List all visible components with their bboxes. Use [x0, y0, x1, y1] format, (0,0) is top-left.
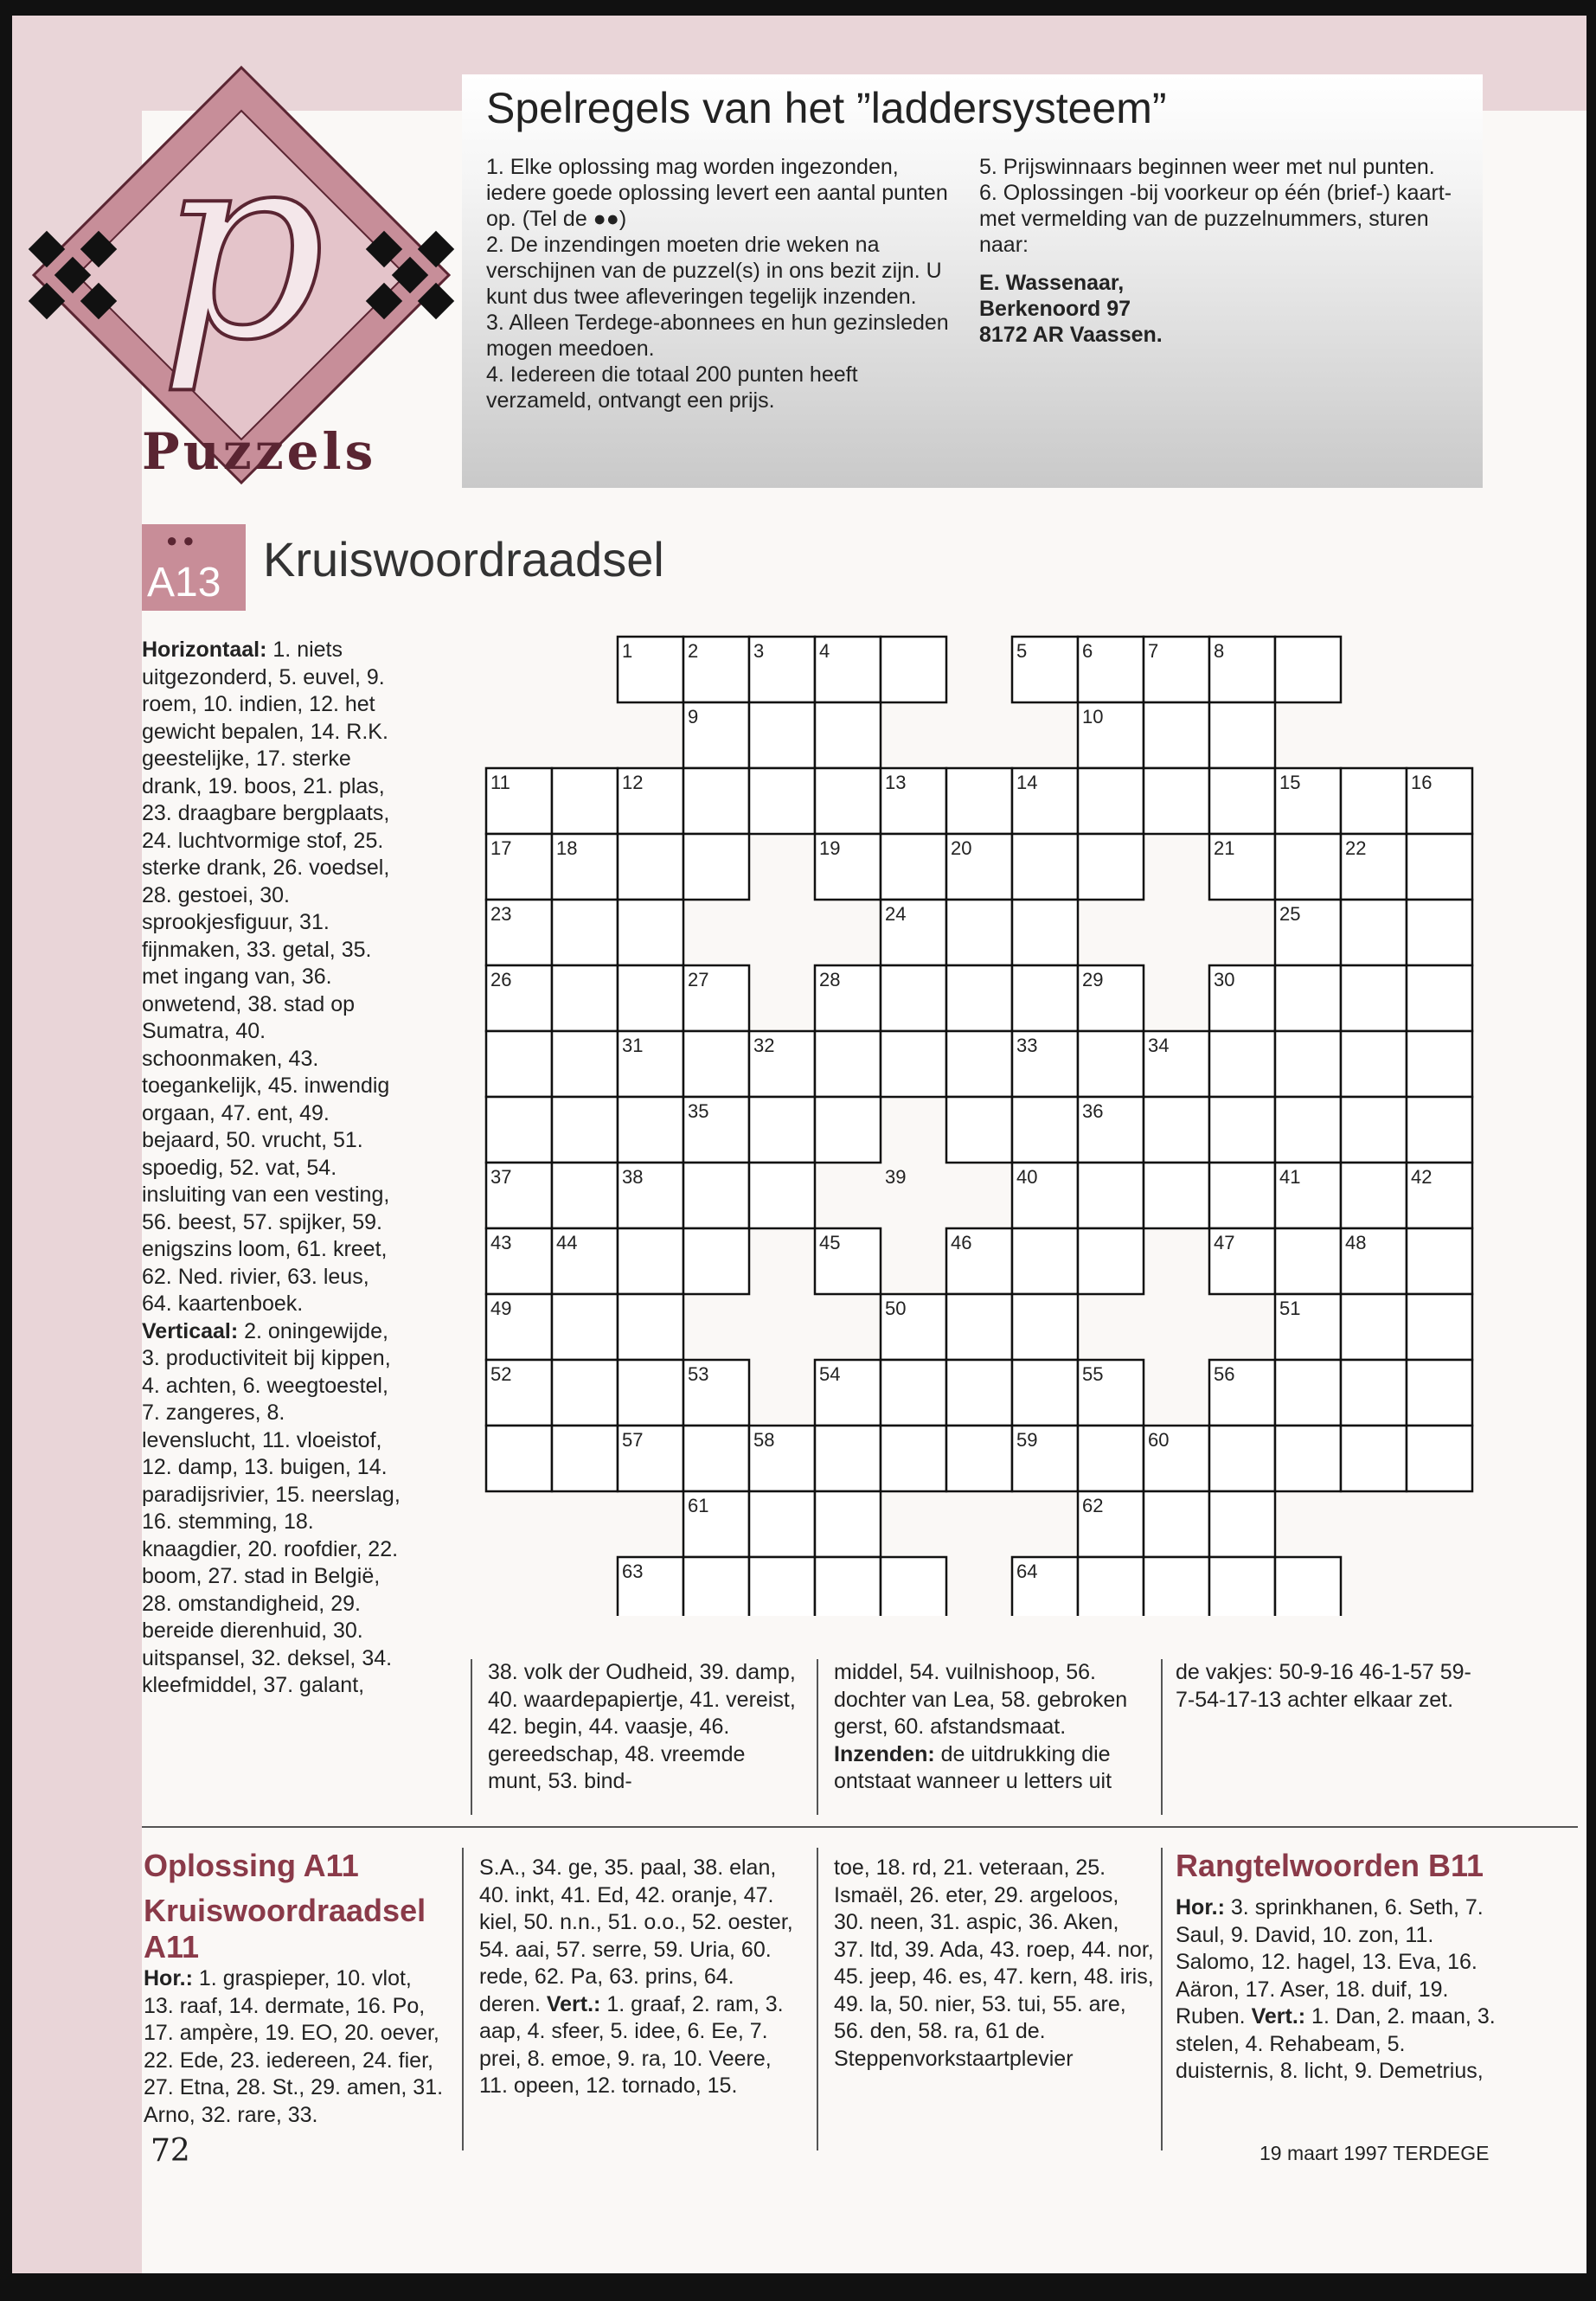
cell-number: 29	[1082, 969, 1104, 990]
cell-number: 1	[622, 640, 633, 662]
rule-5: 5. Prijswinnaars beginnen weer met nul punten.	[979, 155, 1435, 179]
cell-number: 2	[688, 640, 699, 662]
grid-cell[interactable]	[881, 1426, 946, 1491]
grid-cell[interactable]	[683, 1557, 749, 1616]
grid-cell[interactable]	[552, 965, 618, 1031]
cell-number: 32	[753, 1035, 775, 1056]
solutions-column-3	[834, 1855, 1154, 2073]
cell-number: 14	[1016, 772, 1038, 793]
grid-cell[interactable]	[1012, 965, 1078, 1031]
grid-cell[interactable]	[618, 1294, 683, 1360]
solutions-column-2	[479, 1855, 799, 2100]
puzzle-badge	[142, 524, 246, 611]
grid-cell[interactable]	[1209, 1557, 1275, 1616]
cell-number: 8	[1214, 640, 1225, 662]
grid-cell[interactable]	[1144, 1491, 1209, 1557]
cell-number: 60	[1148, 1429, 1170, 1451]
grid-cell[interactable]	[1407, 1294, 1472, 1360]
cell-number: 46	[951, 1232, 972, 1253]
solution-answer: Steppenvorkstaartplevier	[834, 2046, 1074, 2071]
cell-number: 33	[1016, 1035, 1038, 1056]
cell-number: 13	[885, 772, 907, 793]
cell-number: 62	[1082, 1495, 1104, 1516]
grid-cell[interactable]	[1407, 1097, 1472, 1163]
grid-cell[interactable]	[946, 1426, 1012, 1491]
grid-cell[interactable]	[486, 1426, 552, 1491]
solutions-column-1	[144, 1848, 446, 2129]
grid-cell[interactable]	[552, 1163, 618, 1228]
rule-1: 1. Elke oplossing mag worden ingezonden, iedere goede oplossing levert een aantal punten op. (Tel de ●●)	[486, 155, 948, 231]
rules-col-1	[486, 154, 953, 413]
grid-cell[interactable]	[1012, 1097, 1078, 1163]
grid-cell[interactable]	[815, 1491, 881, 1557]
cell-number: 10	[1082, 706, 1104, 727]
grid-cell[interactable]	[1275, 1031, 1341, 1097]
cell-number: 59	[1016, 1429, 1038, 1451]
solution-heading: Oplossing A11	[144, 1848, 359, 1883]
grid-cell[interactable]	[1078, 1228, 1144, 1294]
verticaal-clues: 2. oningewijde, 3. productiviteit bij kippen, 4. achten, 6. weegtoestel, 7. zangeres, 8. levenslucht, 11. vloeistof, 12. damp, 13. buigen, 14. paradijsrivier, 15. neerslag, 16. stemming, 18. knaagdier, 20. roofdier, 22. boom, 27. stad in België, 28. omstandigheid, 29. bereide dierenhuid, 30. uitspansel, 32. deksel, 34. kleefmiddel, 37. galant,	[142, 1318, 401, 1697]
cell-number: 6	[1082, 640, 1093, 662]
grid-cell[interactable]	[1209, 1031, 1275, 1097]
grid-cell[interactable]	[618, 1360, 683, 1426]
cell-number: 30	[1214, 969, 1235, 990]
cell-number: 4	[819, 640, 830, 662]
grid-cell[interactable]	[815, 1031, 881, 1097]
grid-cell[interactable]	[1209, 1163, 1275, 1228]
grid-cell[interactable]	[683, 1031, 749, 1097]
cell-number: 47	[1214, 1232, 1235, 1253]
cell-number: 61	[688, 1495, 709, 1516]
cell-number: 24	[885, 903, 907, 925]
grid-cell[interactable]	[1407, 900, 1472, 965]
section-divider	[142, 1826, 1578, 1828]
grid-cell[interactable]	[1012, 1228, 1078, 1294]
cell-number: 18	[556, 837, 578, 859]
grid-cell[interactable]	[749, 768, 815, 834]
cell-number: 41	[1279, 1166, 1301, 1188]
logo-word: Puzzels	[142, 422, 377, 481]
grid-cell[interactable]	[552, 1360, 618, 1426]
grid-cell[interactable]	[1012, 1360, 1078, 1426]
cell-number: 7	[1148, 640, 1159, 662]
grid-cell[interactable]	[1275, 965, 1341, 1031]
grid-cell[interactable]	[1144, 702, 1209, 768]
rules-title: Spelregels van het ”laddersysteem”	[486, 84, 1167, 132]
grid-cell[interactable]	[683, 1228, 749, 1294]
cell-number: 28	[819, 969, 841, 990]
grid-cell[interactable]	[618, 834, 683, 900]
grid-cell[interactable]	[1078, 834, 1144, 900]
solution-hor-label: Hor.:	[144, 1966, 193, 1990]
grid-cell[interactable]	[881, 1557, 946, 1616]
cell-number: 36	[1082, 1100, 1104, 1122]
cell-number: 45	[819, 1232, 841, 1253]
grid-cell[interactable]	[1341, 1097, 1407, 1163]
grid-cell[interactable]	[946, 900, 1012, 965]
grid-cell[interactable]	[749, 702, 815, 768]
grid-cell[interactable]	[815, 768, 881, 834]
column-divider	[817, 1848, 818, 2150]
cell-number: 27	[688, 969, 709, 990]
cell-number: 50	[885, 1298, 907, 1319]
grid-cell[interactable]	[1144, 1163, 1209, 1228]
grid-cell[interactable]	[1209, 702, 1275, 768]
cell-number: 37	[490, 1166, 512, 1188]
grid-cell[interactable]	[486, 1031, 552, 1097]
grid-cell[interactable]	[946, 1097, 1012, 1163]
solutions-column-4	[1176, 1848, 1496, 2086]
solution-vert-cont: toe, 18. rd, 21. veteraan, 25. Ismaël, 26. eter, 29. argeloos, 30. neen, 31. aspic, 36. Aken, 37. ltd, 39. Ada, 43. roep, 44. nor, 45. jeep, 46. es, 47. kern, 48. iris, 49. la, 50. nier, 53. tui, 55. are, 56. den, 58. ra, 61 de.	[834, 1856, 1154, 2043]
grid-cell[interactable]	[1078, 768, 1144, 834]
solution-vert: 1. graaf, 2. ram, 3. aap, 4. sfeer, 5. idee, 6. Ee, 7. prei, 8. emoe, 9. ra, 10. Veere, 11. opeen, 12. tornado, 15.	[479, 1991, 784, 2098]
grid-cell[interactable]	[1341, 1163, 1407, 1228]
clues-column-3-text: middel, 54. vuilnishoop, 56. dochter van Lea, 58. gebroken gerst, 60. afstandsmaat.	[834, 1660, 1128, 1739]
cell-number: 44	[556, 1232, 578, 1253]
rules-col-2	[979, 154, 1464, 348]
cell-number: 52	[490, 1363, 512, 1385]
magazine-page	[12, 16, 1586, 2273]
cell-number: 17	[490, 837, 512, 859]
address-line-3: 8172 AR Vaassen.	[979, 323, 1163, 347]
grid-cell[interactable]	[749, 1097, 815, 1163]
grid-cell[interactable]	[1341, 1360, 1407, 1426]
cell-number: 3	[753, 640, 765, 662]
solution-subheading: Kruiswoordraadsel A11	[144, 1893, 426, 1965]
grid-cell[interactable]	[1144, 768, 1209, 834]
column-divider	[817, 1659, 818, 1815]
grid-cell[interactable]	[946, 1294, 1012, 1360]
horizontaal-label: Horizontaal:	[142, 638, 267, 662]
grid-cell[interactable]	[749, 1557, 815, 1616]
grid-cell[interactable]	[552, 1426, 618, 1491]
grid-cell[interactable]	[683, 834, 749, 900]
cell-number: 53	[688, 1363, 709, 1385]
grid-cell[interactable]	[552, 1097, 618, 1163]
cell-number: 64	[1016, 1561, 1038, 1582]
issue-label: 19 maart 1997 TERDEGE	[1259, 2142, 1490, 2164]
grid-cell[interactable]	[749, 1163, 815, 1228]
grid-cell[interactable]	[683, 1163, 749, 1228]
grid-cell[interactable]	[1341, 1294, 1407, 1360]
clues-column-4: de vakjes: 50-9-16 46-1-57 59-7-54-17-13 achter elkaar zet.	[1176, 1660, 1471, 1712]
horizontaal-clues: 1. niets uitgezonderd, 5. euvel, 9. roem, 10. indien, 12. het gewicht bepalen, 14. R.K. geestelijke, 17. sterke drank, 19. boos, 21. plas, 23. draagbare bergplaats, 24. luchtvormige stof, 25. sterke drank, 26. voedsel, 28. gestoei, 30. sprookjesfiguur, 31. fijnmaken, 33. getal, 35. met ingang van, 36. onwetend, 38. stad op Sumatra, 40. schoonmaken, 43. toegankelijk, 45. inwendig orgaan, 47. ent, 49. bejaard, 50. vrucht, 51. spoedig, 52. vat, 54. insluiting van een vesting, 56. beest, 57. spijker, 59. enigszins loom, 61. kreet, 62. Ned. rivier, 63. leus, 64. kaartenboek.	[142, 638, 390, 1316]
puzzle-title: Kruiswoordraadsel	[263, 532, 664, 586]
grid-cell[interactable]	[1078, 1557, 1144, 1616]
cell-number: 11	[490, 772, 510, 793]
grid-cell[interactable]	[552, 1031, 618, 1097]
grid-cell[interactable]	[1144, 1557, 1209, 1616]
cell-number: 26	[490, 969, 512, 990]
grid-cell[interactable]	[1275, 834, 1341, 900]
grid-cell[interactable]	[1407, 965, 1472, 1031]
solution-hor: 1. graspieper, 10. vlot, 13. raaf, 14. dermate, 16. Po, 17. ampère, 19. EO, 20. oever, 22. Ede, 23. iedereen, 24. fier, 27. Etna, 28. St., 29. amen, 31. Arno, 32. rare, 33.	[144, 1966, 444, 2127]
grid-cell[interactable]	[1341, 1426, 1407, 1491]
cell-number: 34	[1148, 1035, 1170, 1056]
grid-cell[interactable]	[946, 768, 1012, 834]
grid-cell[interactable]	[1209, 1426, 1275, 1491]
address-line-1: E. Wassenaar,	[979, 271, 1125, 295]
grid-cell[interactable]	[1407, 834, 1472, 900]
clues-column-3	[834, 1659, 1158, 1796]
rule-2: 2. De inzendingen moeten drie weken na verschijnen van de puzzel(s) in ons bezit zijn. U kunt dus twee afleveringen tegelijk inzenden.	[486, 233, 942, 309]
grid-cell[interactable]	[1209, 1097, 1275, 1163]
column-divider	[462, 1848, 464, 2150]
inzenden-label: Inzenden:	[834, 1741, 935, 1766]
cell-number: 54	[819, 1363, 841, 1385]
grid-cell[interactable]	[1275, 1360, 1341, 1426]
grid-cell[interactable]	[881, 965, 946, 1031]
grid-cell[interactable]	[552, 1294, 618, 1360]
grid-cell[interactable]	[815, 1426, 881, 1491]
cell-number: 57	[622, 1429, 644, 1451]
page-number: 72	[151, 2133, 190, 2169]
grid-cell[interactable]	[881, 637, 946, 702]
cell-number: 25	[1279, 903, 1301, 925]
grid-cell[interactable]	[1341, 965, 1407, 1031]
cell-number: 31	[622, 1035, 644, 1056]
rang-hor-label: Hor.:	[1176, 1895, 1225, 1920]
rule-6: 6. Oplossingen -bij voorkeur op één (brief-) kaart- met vermelding van de puzzelnummers, sturen naar:	[979, 181, 1452, 257]
grid-cell[interactable]	[1275, 1426, 1341, 1491]
logo-letter: p	[159, 95, 326, 397]
clues-left-column	[142, 637, 401, 1700]
cell-number: 38	[622, 1166, 644, 1188]
grid-cell[interactable]	[618, 900, 683, 965]
grid-cell[interactable]	[618, 1228, 683, 1294]
grid-cell[interactable]	[1078, 1163, 1144, 1228]
cell-number: 5	[1016, 640, 1028, 662]
cell-number: 35	[688, 1100, 709, 1122]
grid-cell[interactable]	[1341, 1031, 1407, 1097]
cell-number: 21	[1214, 837, 1235, 859]
grid-cell[interactable]	[1407, 1228, 1472, 1294]
points-dots: ●●	[166, 529, 200, 551]
cell-number: 40	[1016, 1166, 1038, 1188]
grid-cell[interactable]	[1341, 900, 1407, 965]
grid-cell[interactable]	[881, 1360, 946, 1426]
column-divider	[1161, 1848, 1163, 2150]
cell-number: 55	[1082, 1363, 1104, 1385]
grid-cell[interactable]	[1275, 637, 1341, 702]
grid-cell[interactable]	[683, 1426, 749, 1491]
grid-cell[interactable]	[552, 768, 618, 834]
rule-3: 3. Alleen Terdege-abonnees en hun gezinsleden mogen meedoen.	[486, 311, 949, 361]
grid-cell[interactable]	[749, 1491, 815, 1557]
cell-number: 49	[490, 1298, 512, 1319]
grid-cell[interactable]	[486, 1097, 552, 1163]
cell-number: 63	[622, 1561, 644, 1582]
cell-number: 22	[1345, 837, 1367, 859]
grid-cell[interactable]	[1209, 1491, 1275, 1557]
cell-number: 43	[490, 1232, 512, 1253]
grid-cell[interactable]	[881, 1031, 946, 1097]
grid-cell[interactable]	[1078, 1426, 1144, 1491]
rang-vert-label: Vert.:	[1251, 2004, 1306, 2029]
grid-cell[interactable]	[1275, 1228, 1341, 1294]
crossword-grid	[479, 612, 1491, 1616]
cell-number: 48	[1345, 1232, 1367, 1253]
address-line-2: Berkenoord 97	[979, 297, 1131, 321]
cell-number: 16	[1411, 772, 1433, 793]
grid-cell[interactable]	[1407, 1031, 1472, 1097]
cell-number: 58	[753, 1429, 775, 1451]
puzzle-code: A13	[147, 560, 221, 606]
grid-cell[interactable]	[946, 965, 1012, 1031]
cell-number: 51	[1279, 1298, 1301, 1319]
cell-number: 39	[885, 1166, 907, 1188]
cell-number: 19	[819, 837, 841, 859]
grid-cell[interactable]	[1209, 768, 1275, 834]
verticaal-label: Verticaal:	[142, 1318, 239, 1343]
grid-cell[interactable]	[1012, 834, 1078, 900]
rang-vert: 1. Dan, 2. maan, 3. stelen, 4. Rehabeam, 5. duisternis, 8. licht, 9. Demetrius,	[1176, 2004, 1496, 2083]
grid-cell[interactable]	[1078, 1031, 1144, 1097]
grid-cell[interactable]	[1275, 1557, 1341, 1616]
cell-number: 42	[1411, 1166, 1433, 1188]
solution-vert-label: Vert.:	[546, 1991, 601, 2016]
inzenden-text: de uitdrukking die ontstaat wanneer u letters uit	[834, 1741, 1112, 1793]
rangtelwoorden-heading: Rangtelwoorden B11	[1176, 1848, 1484, 1883]
grid-cell[interactable]	[683, 768, 749, 834]
cell-number: 15	[1279, 772, 1301, 793]
cell-number: 9	[688, 706, 699, 727]
cell-number: 12	[622, 772, 644, 793]
cell-number: 23	[490, 903, 512, 925]
grid-cell[interactable]	[815, 1097, 881, 1163]
grid-cell[interactable]	[1407, 1426, 1472, 1491]
grid-cell[interactable]	[1341, 768, 1407, 834]
cell-number: 20	[951, 837, 972, 859]
grid-cell[interactable]	[618, 965, 683, 1031]
rang-hor: 3. sprinkhanen, 6. Seth, 7. Saul, 9. David, 10. zon, 11. Salomo, 12. hagel, 13. Eva, 16. Aäron, 17. Aser, 18. duif, 19. Ruben.	[1176, 1895, 1484, 2029]
cell-number: 56	[1214, 1363, 1235, 1385]
grid-cell[interactable]	[881, 834, 946, 900]
grid-cell[interactable]	[1012, 1294, 1078, 1360]
grid-cell[interactable]	[1275, 1097, 1341, 1163]
grid-cell[interactable]	[1012, 900, 1078, 965]
rule-4: 4. Iedereen die totaal 200 punten heeft verzameld, ontvangt een prijs.	[486, 362, 858, 413]
solution-hor-cont: S.A., 34. ge, 35. paal, 38. elan, 40. inkt, 41. Ed, 42. oranje, 47. kiel, 50. n.n., 51. o.o., 52. oester, 54. aai, 57. serre, 59. Uria, 60. rede, 62. Pa, 63. prins, 64. deren.	[479, 1856, 793, 2016]
grid-cell[interactable]	[1144, 1097, 1209, 1163]
column-divider	[1161, 1659, 1163, 1815]
grid-cell[interactable]	[815, 702, 881, 768]
grid-cell[interactable]	[946, 1031, 1012, 1097]
grid-cell[interactable]	[815, 1557, 881, 1616]
grid-cell[interactable]	[552, 900, 618, 965]
grid-cell[interactable]	[1407, 1360, 1472, 1426]
column-divider	[471, 1659, 472, 1815]
grid-cell[interactable]	[946, 1360, 1012, 1426]
clues-column-2: 38. volk der Oudheid, 39. damp, 40. waardepapiertje, 41. vereist, 42. begin, 44. vaasje, 46. gereedschap, 48. vreemde munt, 53. bind-	[488, 1660, 796, 1793]
grid-cell[interactable]	[618, 1097, 683, 1163]
